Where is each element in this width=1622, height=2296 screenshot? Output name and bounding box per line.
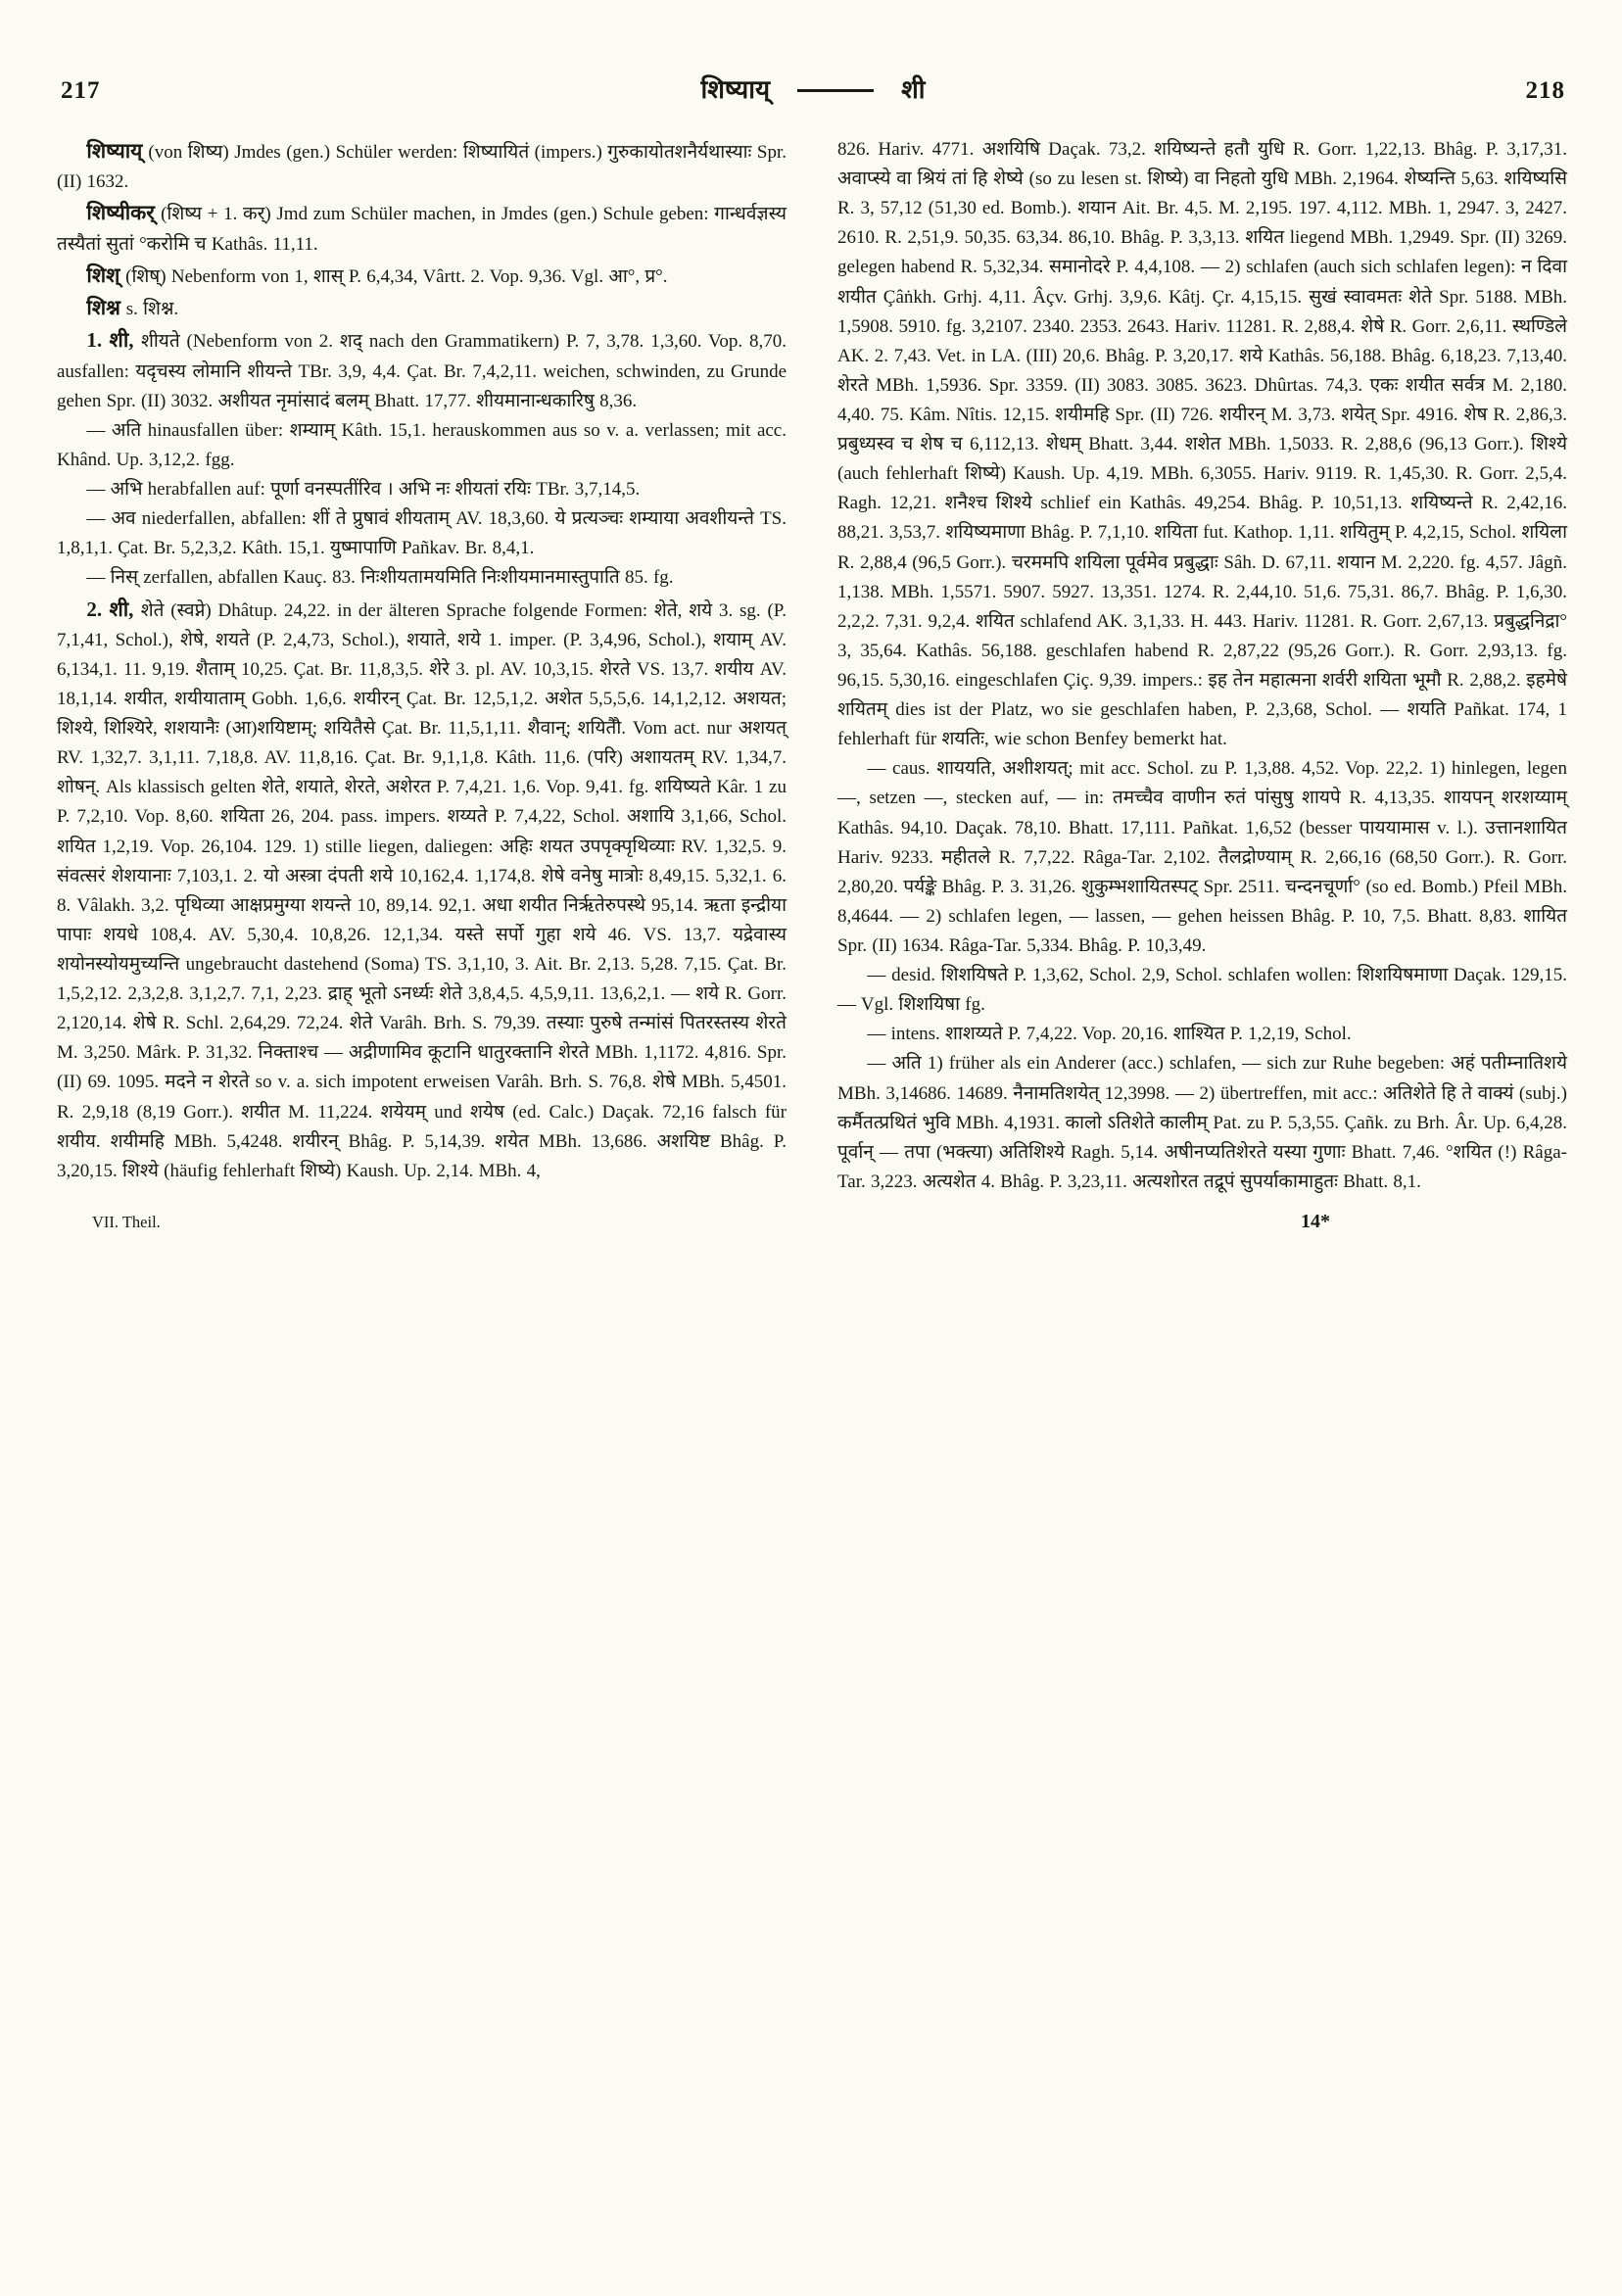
- dictionary-paragraph: शिष्यीकर् (शिष्य + 1. कर्) Jmd zum Schüler machen, in Jmdes (gen.) Schule geben: गान्धर्वज्ञस्य तस्यैतां सुतां °करोमि च Kathâs. 11,11.: [57, 201, 787, 255]
- headword: शिष्याय्: [86, 139, 149, 163]
- running-title: [701, 71, 926, 106]
- headword: शिष्यीकर्: [86, 201, 162, 225]
- dictionary-paragraph: — अति hinausfallen über: शम्याम् Kâth. 15,1. herauskommen aus so v. a. verlassen; mit acc. Khând. Up. 3,12,2. fgg.: [57, 419, 787, 470]
- headword: 2. शी,: [86, 597, 141, 621]
- dictionary-paragraph: — desid. शिशयिषते P. 1,3,62, Schol. 2,9, Schol. schlafen wollen: शिशयिषमाणा Daçak. 129,15. — Vgl. शिशयिषा fg.: [837, 965, 1567, 1016]
- dictionary-paragraph: 2. शी, शेते (स्वप्ने) Dhâtup. 24,22. in der älteren Sprache folgende Formen: शेते, शये 3. sg. (P. 7,1,41, Schol.), शेषे, शयते (P. 2,4,73, Schol.), शयाते, शये 1. imper. (P. 3,4,96, Schol.), शयाम् AV. 6,134,1. 11. 9,19. शैताम् 10,25. Çat. Br. 11,8,3,5. शेरे 3. pl. AV. 10,3,15. शेरते VS. 13,7. शयीय AV. 18,1,14. शयीत, शयीयाताम् Gobh. 1,6,6. शयीरन् Çat. Br. 12,5,1,2. अशेत 5,5,5,6. 14,1,2,12. अशयत; शिश्ये, शिश्यिरे, शशयानैः (आ)शयिष्टाम्; शयितैसे Çat. Br. 11,5,1,11. शैवान्; शयितैौ. Vom act. nur अशयत् RV. 1,32,7. 3,1,11. 7,18,8. AV. 11,8,16. Çat. Br. 9,1,1,8. Kâth. 11,6. (परि) अशायतम् RV. 1,34,7. शोषन्. Als klassisch gelten शेते, शयाते, शेरते, अशेरत P. 7,4,21. 1,6. Vop. 9,41. fg. शयिष्यते Kâr. 1 zu P. 7,2,10. Vop. 8,60. शयिता 26, 204. pass. impers. शय्यते P. 7,4,22, Schol. अशायि 3,1,66, Schol. शयित 1,2,19. Vop. 26,104. 129. 1) stille liegen, daliegen: अहिः शयत उपपृक्पृथिव्याः RV. 1,32,5. 9. संवत्सरं शेशयानाः 7,103,1. 2. यो अस्त्रा दंपती शये 10,162,4. 1,174,8. शेषे वनेषु मात्रोः 8,49,15. 5,32,1. 6. 8. Vâlakh. 3,2. पृथिव्या आक्षप्रमुग्या शयन्ते 10, 89,14. 92,1. अधा शयीत निर्ऋतेरुपस्थे 95,14. ऋता इन्द्रीया पापाः शयधे 108,4. AV. 5,30,4. 10,8,26. 12,1,34. यस्ते सर्पो गुहा शये 46. VS. 13,7. यद्रेवास्य शयोनस्योयमुच्यन्ति ungebraucht dastehend (Soma) TS. 3,1,10, 3. Ait. Br. 2,13. 5,28. 7,15. Çat. Br. 1,5,2,12. 2,3,2,8. 3,1,2,7. 7,1, 2,23. द्राह् भूतो ऽनर्ध्यः शेते 3,8,4,5. 4,5,9,11. 13,6,2,1. — शये R. Gorr. 2,120,14. शेषे R. Schl. 2,64,29. 72,24. शेते Varâh. Brh. S. 79,39. तस्याः पुरुषे तन्मांसं पितरस्तस्य शेरते M. 3,250. Mârk. P. 31,32. निक्ताश्च — अद्रीणामिव कूटानि धातुरक्तानि शेरते MBh. 1,1172. 4,816. Spr. (II) 69. 1095. मदने न शेरते so v. a. sich impotent erweisen Varâh. Brh. S. 76,8. शेषे MBh. 5,4501. R. 2,9,18 (8,19 Gorr.). शयीत M. 11,224. शयेयम् und शयेष (ed. Calc.) Daçak. 72,16 falsch für शयीय. शयीमहि MBh. 5,4248. शयीरन् Bhâg. P. 5,14,39. शयेत MBh. 13,686. अशयिष्ट Bhâg. P. 3,20,15. शिश्ये (häufig fehlerhaft शिष्ये) Kaush. Up. 2,14. MBh. 4,: [57, 597, 787, 1181]
- dictionary-paragraph: — निस् zerfallen, abfallen Kauç. 83. निःशीयतामयमिति निःशीयमानमास्तुपाति 85. fg.: [86, 567, 674, 589]
- right-column: [837, 135, 1567, 1197]
- title-separator-dash: [797, 89, 874, 92]
- running-title-right-word: शी: [901, 75, 926, 104]
- page-number-left: 217: [61, 77, 101, 104]
- headword: शिश्न: [86, 296, 126, 320]
- headword: 1. शी,: [86, 328, 141, 353]
- dictionary-paragraph: 1. शी, शीयते (Nebenform von 2. शद् nach den Grammatikern) P. 7, 3,78. 1,3,60. Vop. 8,70. ausfallen: यदृचस्य लोमानि शीयन्ते TBr. 3,9, 4,4. Çat. Br. 7,4,2,11. weichen, schwinden, zu Grunde gehen Spr. (II) 3032. अशीयत नृमांसादं बलम् Bhatt. 17,77. शीयमानान्धकारिषु 8,36.: [57, 328, 787, 411]
- volume-signature: VII. Theil.: [92, 1212, 161, 1231]
- headword: शिश्: [86, 263, 126, 287]
- page-header: [0, 0, 1622, 106]
- dictionary-paragraph: 826. Hariv. 4771. अशयिषि Daçak. 73,2. शयिष्यन्ते हतौ युधि R. Gorr. 1,22,13. Bhâg. P. 3,17,31. अवाप्स्ये वा श्रियं तां हि शेष्ये (so zu lesen st. शिष्ये) वा निहतो युधि MBh. 2,1964. शेष्यन्ति 5,63. शयिष्यसि R. 3, 57,12 (51,30 ed. Bomb.). शयान Ait. Br. 4,5. M. 2,195. 197. 4,112. MBh. 1, 2947. 3, 2427. 2610. R. 2,51,9. 50,35. 63,34. 86,10. Bhâg. P. 3,3,13. शयित liegend MBh. 1,2949. Spr. (II) 3269. gelegen habend R. 5,32,34. समानोदरे P. 4,4,108. — 2) schlafen (auch sich schlafen legen): न दिवा शयीत Çâṅkh. Grhj. 4,11. Âçv. Grhj. 3,9,6. Kâtj. Çr. 4,15,15. सुखं स्वावमतः शेते Spr. 5188. MBh. 1,5908. 5910. fg. 3,2107. 2340. 2353. 2643. Hariv. 11281. R. 2,88,4. शेषे R. Gorr. 2,6,11. स्थण्डिले AK. 2. 7,43. Vet. in LA. (III) 20,6. Bhâg. P. 3,20,17. शये Kathâs. 56,188. Bhâg. 6,18,23. 7,13,40. शेरते MBh. 1,5936. Spr. 3359. (II) 3083. 3085. 3623. Dhûrtas. 74,3. एकः शयीत सर्वत्र M. 2,180. 4,40. 75. Kâm. Nîtis. 12,15. शयीमहि Spr. (II) 726. शयीरन् M. 3,73. शयेत् Spr. 4916. शेष R. 2,86,3. प्रबुध्यस्व च शेष च 6,112,13. शेधम् Bhatt. 3,44. शशेत MBh. 1,5033. R. 2,88,6 (96,13 Gorr.). शिश्ये (auch fehlerhaft शिष्ये) Kaush. Up. 4,19. MBh. 6,3055. Hariv. 9119. R. 1,45,30. R. Gorr. 2,5,4. Ragh. 12,21. शनैश्च शिश्ये schlief ein Kathâs. 49,254. Bhâg. P. 10,51,13. शयिष्यन्ते R. 2,42,16. 88,21. 3,53,7. शयिष्यमाणा Bhâg. P. 7,1,10. शयिता fut. Kathop. 1,11. शयितुम् P. 4,2,15, Schol. शयिला R. 2,88,4 (96,5 Gorr.). चरममपि शयिला पूर्वमेव प्रबुद्धाः Sâh. D. 67,11. शयान M. 2,220. fg. 4,57. Jâgñ. 1,138. MBh. 1,5571. 5907. 5927. 13,351. 1274. R. 2,44,10. 51,6. 75,31. 86,7. Bhâg. P. 1,6,30. 2,2,2. 7,31. 9,2,4. शयित schlafend AK. 3,1,33. H. 443. Hariv. 11281. R. Gorr. 2,67,13. प्रबुद्धनिद्रा° 3, 35,64. Kathâs. 56,188. geschlafen habend R. 2,87,22 (95,26 Gorr.). R. Gorr. 2,93,13. fg. 96,15. 5,30,16. eingeschlafen Çiç. 9,39. impers.: इह तेन महात्मना शर्वरी शयिता भूमौ R. 2,88,2. इहमेषे शयितम् dies ist der Platz, wo sie geschlafen haben, P. 2,3,68, Schol. — शयति Pañkat. 174, 1 fehlerhaft für शयतिः, wie schon Benfey bemerkt hat.: [837, 139, 1567, 750]
- dictionary-paragraph: शिश् (शिष्) Nebenform von 1, शास् P. 6,4,34, Vârtt. 2. Vop. 9,36. Vgl. आ°, प्र°.: [86, 263, 668, 287]
- dictionary-paragraph: — अव niederfallen, abfallen: शीं ते प्रुषावं शीयताम् AV. 18,3,60. ये प्रत्यञ्चः शम्याया अवशीयन्ते TS. 1,8,1,1. Çat. Br. 5,2,3,2. Kâth. 15,1. युष्मापाणि Pañkav. Br. 8,4,1.: [57, 508, 787, 559]
- sheet-signature: 14*: [1301, 1210, 1330, 1232]
- dictionary-paragraph: — अभि herabfallen auf: पूर्णा वनस्पतींरिव । अभि नः शीयतां रयिः TBr. 3,7,14,5.: [86, 479, 641, 501]
- left-column: [57, 135, 787, 1197]
- dictionary-paragraph: — अति 1) früher als ein Anderer (acc.) schlafen, — sich zur Ruhe begeben: अहं पतीम्नातिशये MBh. 3,14686. 14689. नैनामतिशयेत् 12,3998. — 2) übertreffen, mit acc.: अतिशेते हि ते वाक्यं (subj.) कर्मैतत्प्रथितं भुवि MBh. 4,1931. कालो ऽतिशेते कालीम् Pat. zu P. 5,3,55. Çañk. zu Brh. Âr. Up. 6,4,28. पूर्वान् — तपा (भक्त्या) अतिशिश्ये Ragh. 5,14. अषीनप्यतिशेरते यस्या गुणाः Bhatt. 7,46. °शयित (!) Râga-Tar. 3,223. अत्यशेत 4. Bhâg. P. 3,23,11. अत्यशोरत तद्रूपं सुपर्याकामाहुतः Bhatt. 8,1.: [837, 1053, 1567, 1192]
- dictionary-paragraph: — intens. शाशय्यते P. 7,4,22. Vop. 20,16. शाश्यित P. 1,2,19, Schol.: [867, 1024, 1352, 1045]
- dictionary-paragraph: शिश्न s. शिश्न.: [86, 296, 179, 320]
- dictionary-paragraph: शिष्याय् (von शिष्य) Jmdes (gen.) Schüler werden: शिष्यायितं (impers.) गुरुकायोतशनैर्यथास्याः Spr. (II) 1632.: [57, 139, 787, 193]
- running-title-left-word: शिष्याय्: [700, 75, 771, 104]
- text-columns: [0, 106, 1622, 1197]
- page-footer: [0, 1197, 1622, 1233]
- dictionary-paragraph: — caus. शाययति, अशीशयत्; mit acc. Schol. zu P. 1,3,88. 4,52. Vop. 22,2. 1) hinlegen, legen —, setzen —, stecken auf, — in: तमच्चैव वाणीन रुतं पांसुषु शायपे R. 4,13,35. शायपन् शरशय्याम् Kathâs. 94,10. Daçak. 78,10. Bhatt. 17,111. Pañkat. 1,6,52 (besser पाययामास v. l.). उत्तानशायित Hariv. 9233. महीतले R. 7,7,22. Râga-Tar. 2,102. तैलद्रोण्याम् R. 2,66,16 (68,50 Gorr.). R. Gorr. 2,80,20. पर्यङ्के Bhâg. P. 3. 31,26. शुकुम्भशायितस्पट् Spr. 2511. चन्दनचूर्णा° (so ed. Bomb.) Pfeil MBh. 8,4644. — 2) schlafen legen, — lassen, — gehen heissen Bhâg. P. 10, 7,5. Bhatt. 8,83. शायित Spr. (II) 1634. Râga-Tar. 5,334. Bhâg. P. 10,3,49.: [837, 758, 1567, 956]
- page-number-right: 218: [1525, 77, 1565, 104]
